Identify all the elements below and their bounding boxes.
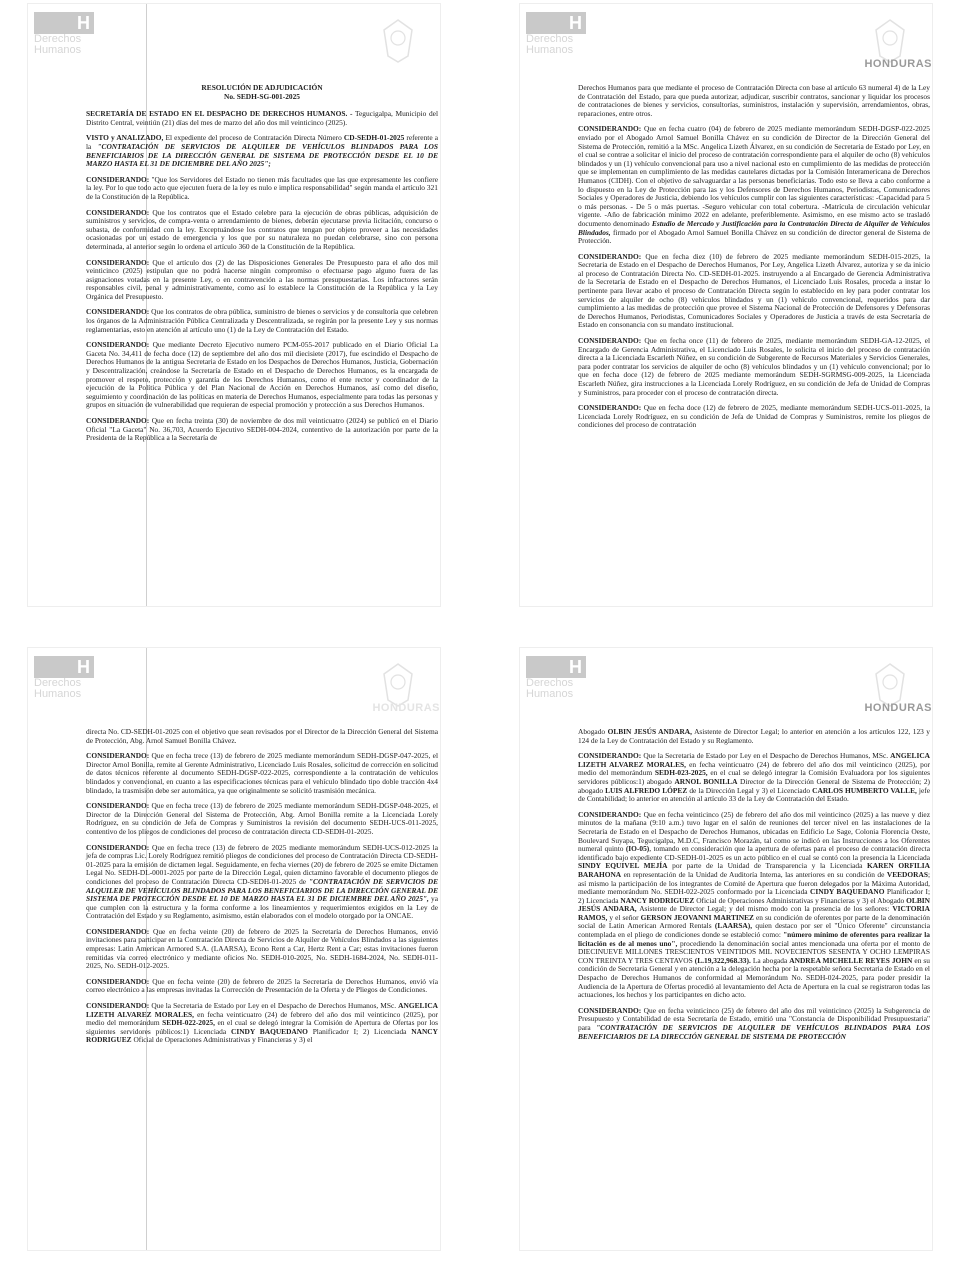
page-header — [520, 4, 932, 84]
paragraph: CONSIDERANDO: Que mediante Decreto Ejecutivo numero PCM-055-2017 publicado en el Diario Oficial La Gaceta No. 34,411 de fecha doce (12) de septiembre del año dos mil diecisiete (2017), fue escindido el Despacho de Derechos Humanos de la antigua Secretaria de Estado en los Despachos de Derechos Humanos, Justicia, Gobernación y Descentralización, creándose la Secretaría de Estado en el Despacho de Derechos Humanos, es la encargada de promover el respeto, protección y garantía de los Derechos Humanos, como el ente rector y coordinador de la ejecución de la Política Pública y del Plan Nacional de Acción en Derechos Humanos, así como del diseño, seguimiento y coordinación de las políticas en materia de Derechos Humanos, especialmente para todas las personas y grupos en situación de vulnerabilidad que requieran de especial promoción y protección a sus Derechos Humanos. — [86, 340, 438, 410]
logo-mark: H — [34, 656, 94, 678]
document-page-4 — [520, 648, 932, 1250]
paragraph: CONSIDERANDO: Que en fecha veinte (20) de febrero de 2025 la Secretaría de Derechos Humanos, envió vía correo electrónico a las empresas invitadas la Corrección de Presentación de la Oferta y de Pliegos de Condiciones. — [86, 976, 438, 995]
paragraph: CONSIDERANDO: Que en fecha cuatro (04) de febrero de 2025 mediante memorándum SEDH-DGSP-022-2025 enviado por el Abogado Arnol Samuel Bonilla Chávez en su condición de Director de la Dirección General del Sistema de Protección, remitió a la MSc. Angelica Lizeth Álvarez, en su condición de Secretaria de Estado por Ley, en el cual se contrae a solicitar el inicio del proceso de contratación correspondiente para el alquiler de ocho (8) vehículos blindados y un (1) vehículo convencional para uso a nivel nacional esto en cumplimiento de las medidas de protección que se implementan en cumplimiento de las medidas cautelares dictadas por la Comisión Interamericana de Derechos Humanos (CIDH). Con el objetivo de salvaguardar a las personas beneficiarias. Todo esto se lleva a cabo conforme a lo dispuesto en la Ley de Protección para las y los Defensores de Derechos Humanos, Periodistas, Comunicadores Sociales y Operadores de Justicia, debiendo los vehículos cumplir con las siguientes características: -Capacidad para 5 o más personas. - De 5 o más puertas. -Seguro vehicular con total cobertura. -Matrícula de circulación vehicular vigente. -Año de fabricación mínimo 2022 en adelante, preferiblemente. Asimismo, en ese mismo acto se trasladó documento denominado Estudio de Mercado y Justificación para la Contratación Directa de Alquiler de Vehículos Blindados, firmado por el Abogado Arnol Samuel Bonilla Chávez en su condición de director general de Sistema de Protección. — [578, 124, 930, 246]
country-label: HONDURAS — [864, 58, 932, 70]
ministry-logo: H Derechos Humanos — [34, 12, 144, 56]
country-label: HONDURAS — [864, 702, 932, 714]
paragraph: CONSIDERANDO: Que los contratos que el Estado celebre para la ejecución de obras públicas, adquisición de suministros y servicios, de compra-venta o arrendamiento de bienes, deberán ejecutarse previa licitación, concurso o subasta, de conformidad con la ley. Exceptuándose los contratos que tengan por objeto proveer a las necesidades ocasionadas por un estado de emergencia y los que por su naturaleza no puedan celebrarse, sino con persona determinada, al anterior según lo ordena el artículo 360 de la Constitución de la República. — [86, 207, 438, 251]
ministry-logo: H Derechos Humanos — [526, 656, 636, 700]
page-body — [578, 84, 930, 602]
page-header — [28, 648, 440, 728]
coat-of-arms-icon — [870, 660, 910, 708]
logo-mark: H — [526, 656, 586, 678]
paragraph: CONSIDERANDO: Que el artículo dos (2) de las Disposiciones Generales De Presupuesto para el año dos mil veinticinco (2025) estipulan que no podrá hacerse ningún compromiso o efectuarse pago alguno fuera de las asignaciones votadas en la presente Ley, o en contravención a las normas presupuestarias. Los infractores serán responsables civil, penal y administrativamente, como así lo establece la Constitución de la República y la Ley Orgánica del Presupuesto. — [86, 257, 438, 301]
paragraph: CONSIDERANDO: Que en fecha treinta (30) de noviembre de dos mil veinticuatro (2024) se publicó en el Diario Oficial "La Gaceta" No. 36,703, Acuerdo Ejecutivo SEDH-004-2024, contentivo de la autorización por parte de la Presidenta de la República a la Secretaría de — [86, 416, 438, 443]
document-page-1 — [28, 4, 440, 606]
logo-mark: H — [34, 12, 94, 34]
paragraph: CONSIDERANDO: Que en fecha trece (13) de febrero de 2025 mediante memorándum SEDH-DGSP-048-2025, el Director de la Dirección General del Sistema de Protección, Abg. Arnol Bonilla remite a la Licenciada Lorely Rodríguez, en su condición de Jefa de Compras y Suministros la revisión del documento SEDH-UCS-011-2025, contentivo de los pliegos de condiciones del proceso de contratación directa CD-SEDH-01-2025. — [86, 801, 438, 836]
paragraph: CONSIDERANDO: Que en fecha veinticinco (25) de febrero del año dos mil veinticinco (2025) a las nueve y diez minutos de la mañana (9:10 a.m.) tuvo lugar en el salón de reuniones del tercer nivel en las instalaciones de la Secretaría de Estado en el Despacho de Derechos Humanos, ubicadas en Edificio Le Sage, Colonia Florencia Oeste, Boulevard Suyapa, Tegucigalpa, M.D.C, Francisco Morazán, tal como se indicó en las Instrucciones a los Oferentes numeral quinto (IO-05), tomando en consideración que la apertura de ofertas para el proceso de contratación directa identificado bajo expediente CD-SEDH-01-2025 es un acto público en el cual se contó con la presencia la Licenciada SINDY EQUIVEL MEJÍA por parte de la Unidad de Transparencia y la Licenciada KAREN ORFILIA BARAHONA en representación de la Unidad de Auditoría Interna, las anteriores en su condición de VEEDORAS; así mismo la participación de los integrantes de Comité de Apertura que fueron delegados por la Máxima Autoridad, mediante memorándum No. SEDH-022-2025 conformado por la Licenciada CINDY BAQUEDANO Planificador I; 2) Licenciada NANCY RODRIGUEZ Oficial de Operaciones Administrativas y Financieras y 3) el Abogado OLBIN JESÚS ANDARA, Asistente de Director Legal; y del mismo modo con la presencia de los señores: VICTORIA RAMOS, y el señor GERSON JEOVANNI MARTINEZ en su condición de oferentes por parte de la denominación social de Latin American Armored Rentals (LAARSA), quien destaco por ser el "Único Oferente" circunstancia contemplada en el pliego de condiciones donde se estableció como: "número mínimo de oferentes para realizar la licitación es de al menos uno", procediendo la denominación social antes mencionada una oferta por el monto de DIECINUEVE MILLONES TRESCIENTOS VEINTIDOS MIL NOVECIENTOS SESENTA Y OCHO LEMPIRAS CON TREINTA Y TRES CENTAVOS (L.19,322,968.33). La abogada ANDREA MICHELLE REYES JOHN en su condición de Secretaria General y en atención a la delegación hecha por la respetable señora Secretaria de Estado en el Despacho de Derechos Humanos de conformidad al Memorándum No. SEDH-024-2025, para poder presidir la Audiencia de la Apertura de Ofertas procedió al levantamiento del Acta de Apertura en la cual se registraron todas las actuaciones, los hechos y los participantes en dicho acto. — [578, 809, 930, 1000]
paragraph: VISTO y ANALIZADO, El expediente del proceso de Contratación Directa Número CD-SEDH-01-2025 referente a la "CONTRATACIÓN DE SERVICIOS DE ALQUILER DE VEHÍCULOS BLINDADOS PARA LOS BENEFICIARIOS DE LA DIRECCIÓN GENERAL DE SISTEMA DE PROTECCIÓN DESDE EL 10 DE MARZO HASTA EL 31 DE DICIEMBRE DEL AÑO 2025"; — [86, 133, 438, 169]
ministry-logo: H Derechos Humanos — [34, 656, 144, 700]
paragraph: CONSIDERANDO: Que en fecha veinticinco (25) de febrero del año dos mil veinticinco (2025) la Subgerencia de Presupuesto y Contabilidad de esta Secretaría de Estado, emitió una "Constancia de Disponibilidad Presupuestaria" para "CONTRATACIÓN DE SERVICIOS DE ALQUILER DE VEHÍCULOS BLINDADOS PARA LOS BENEFICIARIOS DE LA DIRECCIÓN GENERAL DE SISTEMA DE PROTECCIÓN — [578, 1005, 930, 1041]
country-label: HONDURAS — [372, 702, 440, 714]
page-body — [578, 728, 930, 1246]
page-header — [28, 4, 440, 84]
paragraph: CONSIDERANDO: "Que los Servidores del Estado no tienen más facultades que las que expresamente les confiere la ley. Por lo que todo acto que ejecuten fuera de la ley es nulo e implica responsabilidad" según manda el artículo 321 de la Constitución de la República. — [86, 174, 438, 201]
page-body — [86, 84, 438, 602]
coat-of-arms-icon — [870, 16, 910, 64]
ministry-logo: H Derechos Humanos — [526, 12, 636, 56]
paragraph: CONSIDERANDO: Que los contratos de obra pública, suministro de bienes o servicios y de consultoría que celebren los órganos de la Administración Pública Centralizada y Descentralizada, se regirán por la presente Ley y sus normas reglamentarias, esto en atención al artículo uno (1) de la Ley de Contratación del Estado. — [86, 307, 438, 334]
paragraph: CONSIDERANDO: Que la Secretaria de Estado por Ley en el Despacho de Derechos Humanos, MSc. ANGELICA LIZETH ALVAREZ MORALES, en fecha veinticuatro (24) de febrero del año dos mil veinticinco (2025), por medio del memorándum SEDH-023-2025, en el cual se delegó integrar la Comisión Evaluadora por los siguientes servidores públicos:1) abogado ARNOL BONILLA Director de la Dirección General de Sistema de Protección; 2) abogado LUIS ALFREDO LÓPEZ de la Dirección Legal y 3) el Licenciado CARLOS HUMBERTO VALLE, jefe de Contabilidad; lo anterior en atención al artículo 33 de la Ley de Contratación del Estado. — [578, 751, 930, 804]
paragraph: CONSIDERANDO: Que en fecha diez (10) de febrero de 2025 mediante memorándum SEDH-015-2025, la Secretaria de Estado en el Despacho de Derechos Humanos, Por Ley, Angelica Lizeth Álvarez, autoriza y se da inicio al proceso de Contratación Directa No. CD-SEDH-01-2025. instruyendo a al Encargado de Gerencia Administrativa de la Secretaría de Estado en el Despacho de Derechos Humanos, el Licenciado Luis Rosales, proceda a instar lo pertinente para llevar acabo el proceso de Contratación Directa según lo establecido en ley para poder contratar los servicios de alquiler de ocho (8) vehículos blindados y un (1) vehículo convencional, requeridos para dar cumplimiento a las medidas de protección que provee el Sistema Nacional de Protección de Defensores y Defensoras de Derechos Humanos, Periodistas, Comunicadores Sociales y Operadores de Justicia a través de esta Secretaría de Estado en consonancia con su mandato institucional. — [578, 251, 930, 330]
paragraph: CONSIDERANDO: Que en fecha trece (13) de febrero de 2025 mediante memorándum SEDH-DGSP-047-2025, el Director Arnol Bonilla, remite al Gerente Administrativo, Licenciado Luis Rosales, solicitud de corrección en solicitud de datos técnicos referente al documento SEDH-DGSP-022-2025, correspondiente a la contratación de vehículos blindados y convencional, en cuanto a las especificaciones técnicas para el vehículo blindado tipo doble tracción 4x4 blindado, la trasmisión debe ser automática, ya que originalmente se solicitó trasmisión mecánica. — [86, 751, 438, 795]
document-page-2 — [520, 4, 932, 606]
paragraph: directa No. CD-SEDH-01-2025 con el objetivo que sean revisados por el Director de la Dirección General del Sistema de Protección, Abg. Arnol Samuel Bonilla Chávez. — [86, 727, 438, 745]
document-title: RESOLUCIÓN DE ADJUDICACIÓN No. SEDH-SG-001-2025 — [201, 83, 323, 101]
paragraph: Abogado OLBIN JESÚS ANDARA, Asistente de Director Legal; lo anterior en atención a los artículos 122, 123 y 124 de la Ley de Contratación del Estado y su Reglamento. — [578, 727, 930, 745]
paragraph: CONSIDERANDO: Que en fecha veinte (20) de febrero de 2025 la Secretaría de Derechos Humanos, envió invitaciones para participar en la Contratación Directa de Servicios de Alquiler de Vehículos Blindados a las siguientes empresas: Latin American Armored S.A. (LAARSA), Econo Rent a Car, Hertz Rent a Car; estas invitaciones fueron remitidas vía correo electrónico y mediante oficios No. SEDH-010-2025, No. SEDH-1684-2024, No. SEDH-011-2025, No. SEDH-012-2025. — [86, 926, 438, 971]
paragraph: CONSIDERANDO: Que en fecha trece (13) de febrero de 2025 mediante memorándum SEDH-UCS-012-2025 la jefa de compras Lic. Lorely Rodríguez remitió pliegos de condiciones del proceso de Contratación Directa CD-SEDH-01-2025 para la emisión de dictamen legal. Seguidamente, en fecha viernes (20) de febrero de 2025 se emite Dictamen Legal No. SEDH-DL-0001-2025 por parte de la Dirección Legal, quien dictamino favorable el documento pliegos de condiciones del proceso de Contratación Directa CD-SEDH-01-2025 de "CONTRATACIÓN DE SERVICIOS DE ALQUILER DE VEHÍCULOS BLINDADOS PARA LOS BENEFICIARIOS DE LA DIRECCIÓN GENERAL DE SISTEMA DE PROTECCIÓN DESDE EL 10 DE MARZO HASTA EL 31 DE DICIEMBRE DEL AÑO 2025", ya que cumplen con la estructura y la forma conforme a los lineamientos y requerimientos exigidos en la Ley de Contratación del Estado y su Reglamento, asimismo, están elaborados con el modelo otorgado por la ONCAE. — [86, 842, 438, 921]
paragraph: Derechos Humanos para que mediante el proceso de Contratación Directa con base al artículo 63 numeral 4) de la Ley de Contratación del Estado, para que pueda autorizar, adjudicar, suscribir contratos, sancionar y liquidar los procesos de contrataciones de bienes y servicios, consultorías, suministros, instalación y supervisión, arrendamientos, obras, reparaciones, entre otros. — [578, 83, 930, 118]
paragraph: CONSIDERANDO: Que en fecha doce (12) de febrero de 2025, mediante memorándum SEDH-UCS-011-2025, la Licenciada Lorely Rodríguez, en su condición de Jefa de Unidad de Compras y Suministros, remite los pliegos de condiciones del proceso de contratación — [578, 403, 930, 430]
document-page-3 — [28, 648, 440, 1250]
logo-mark: H — [526, 12, 586, 34]
paragraph: CONSIDERANDO: Que en fecha once (11) de febrero de 2025, mediante memorándum SEDH-GA-12-2025, el Encargado de Gerencia Administrativa, el Licenciado Luis Rosales, le solicita el inicio del proceso de contratación directa a la Licenciada Escarleth Núñez, en su condición de Subgerente de Recursos Materiales y Servicios Generales, para poder contratar los servicios de alquiler de ocho (8) vehículos blindados y un (1) vehículo convencional; por lo que en fecha doce (12) de febrero de 2025 mediante memorándum SEDH-SGRMSG-009-2025, la Licenciada Escarleth Núñez, gira instrucciones a la Licenciada Lorely Rodríguez, en su condición de Jefa de Unidad de Compras y Suministros, para proceder con el proceso de contratación directa. — [578, 336, 930, 397]
paragraph: CONSIDERANDO: Que la Secretaria de Estado por Ley en el Despacho de Derechos Humanos, MSc. ANGELICA LIZETH ALVAREZ MORALES, en fecha veinticuatro (24) de febrero del año dos mil veinticinco (2025), por medio del memorándum SEDH-022-2025, en el cual se delegó integrar la Comisión de Apertura de Ofertas por los siguientes servidores públicos:1) Licenciada CINDY BAQUEDANO Planificador I; 2) Licenciada NANCY RODRIGUEZ Oficial de Operaciones Administrativas y Financieras y 3) el — [86, 1001, 438, 1045]
page-header — [520, 648, 932, 728]
coat-of-arms-icon — [378, 16, 418, 64]
coat-of-arms-icon — [378, 660, 418, 708]
page-body — [86, 728, 438, 1246]
paragraph: SECRETARÍA DE ESTADO EN EL DESPACHO DE DERECHOS HUMANOS. - Tegucigalpa, Municipio del Distrito Central, veintiún (21) días del mes de marzo del año dos mil veinticinco (2025). — [86, 109, 439, 127]
